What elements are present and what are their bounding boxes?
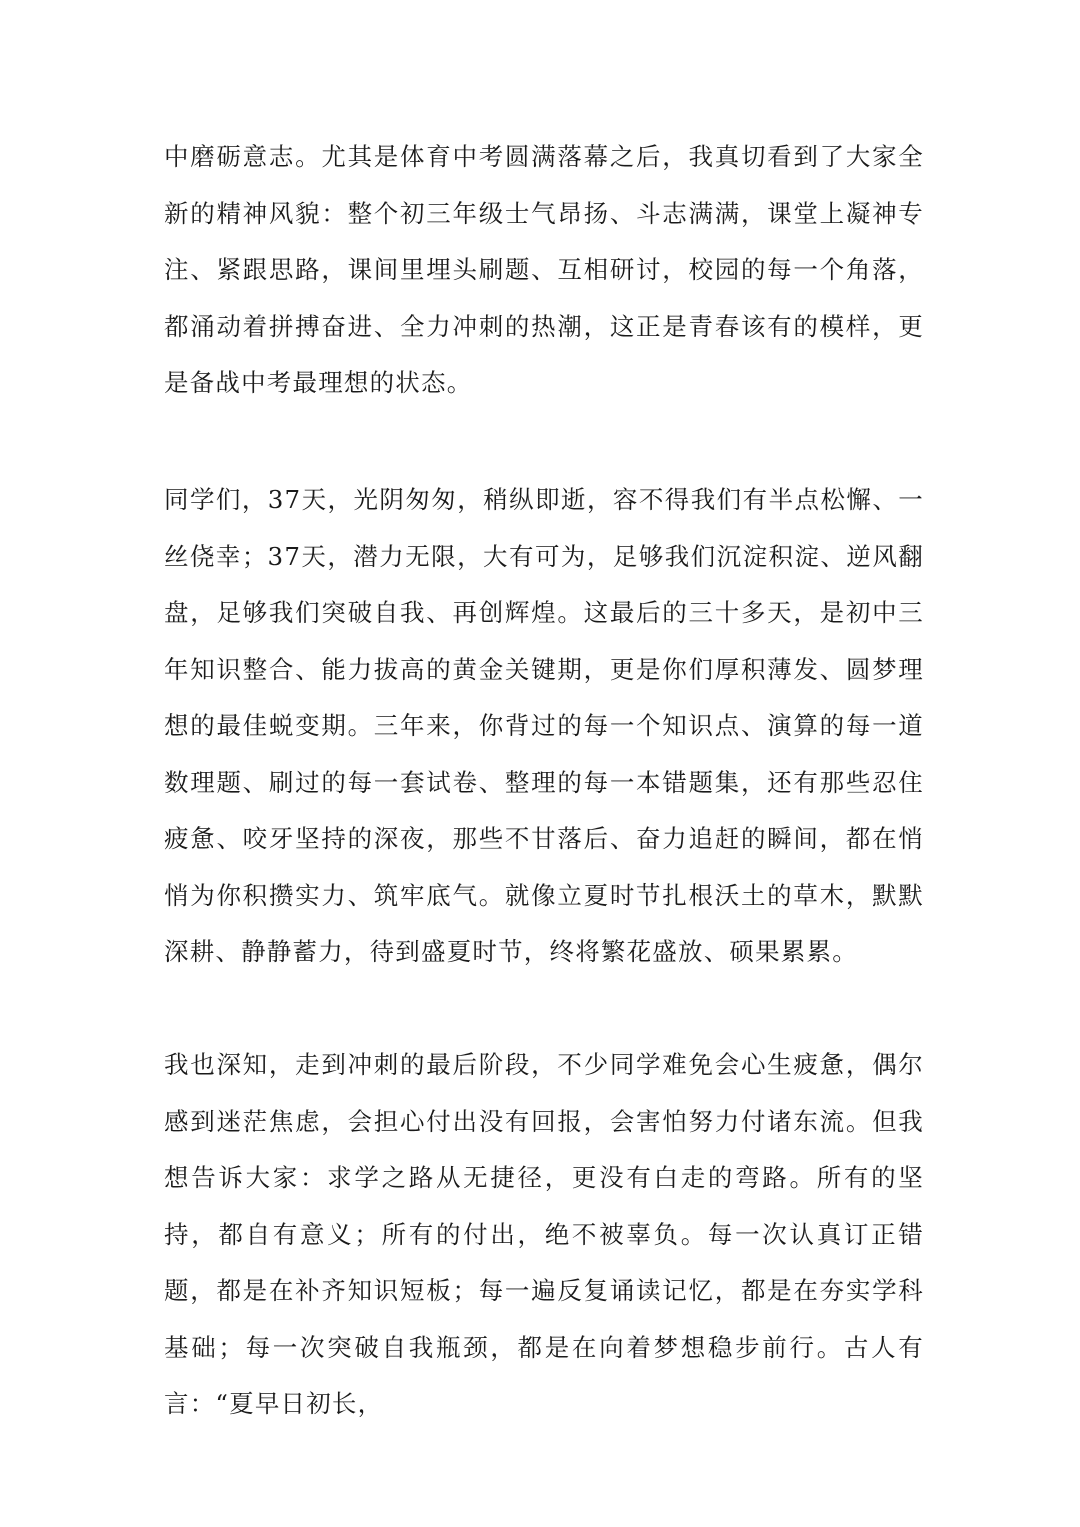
paragraph-1: 中磨砺意志。尤其是体育中考圆满落幕之后，我真切看到了大家全新的精神风貌：整个初三年级士气昂扬、斗志满满，课堂上凝神专注、紧跟思路，课间里埋头刷题、互相研讨，校园的每一个角落，都涌动着拼搏奋进、全力冲刺的热潮，这正是青春该有的模样，更是备战中考最理想的状态。 <box>164 142 924 397</box>
paragraph-2: 同学们，37天，光阴匆匆，稍纵即逝，容不得我们有半点松懈、一丝侥幸；37天，潜力无限，大有可为，足够我们沉淀积淀、逆风翻盘，足够我们突破自我、再创辉煌。这最后的三十多天，是初中三年知识整合、能力拔高的黄金关键期，更是你们厚积薄发、圆梦理想的最佳蜕变期。三年来，你背过的每一个知识点、演算的每一道数理题、刷过的每一套试卷、整理的每一本错题集，还有那些忍住疲惫、咬牙坚持的深夜，那些不甘落后、奋力追赶的瞬间，都在悄悄为你积攒实力、筑牢底气。就像立夏时节扎根沃土的草木，默默深耕、静静蓄力，待到盛夏时节，终将繁花盛放、硕果累累。 <box>164 485 924 966</box>
paragraph-3: 我也深知，走到冲刺的最后阶段，不少同学难免会心生疲惫，偶尔感到迷茫焦虑，会担心付出没有回报，会害怕努力付诸东流。但我想告诉大家：求学之路从无捷径，更没有白走的弯路。所有的坚持，都自有意义；所有的付出，绝不被辜负。每一次认真订正错题，都是在补齐知识短板；每一遍反复诵读记忆，都是在夯实学科基础；每一次突破自我瓶颈，都是在向着梦想稳步前行。古人有言：“夏早日初长， <box>164 1050 924 1418</box>
